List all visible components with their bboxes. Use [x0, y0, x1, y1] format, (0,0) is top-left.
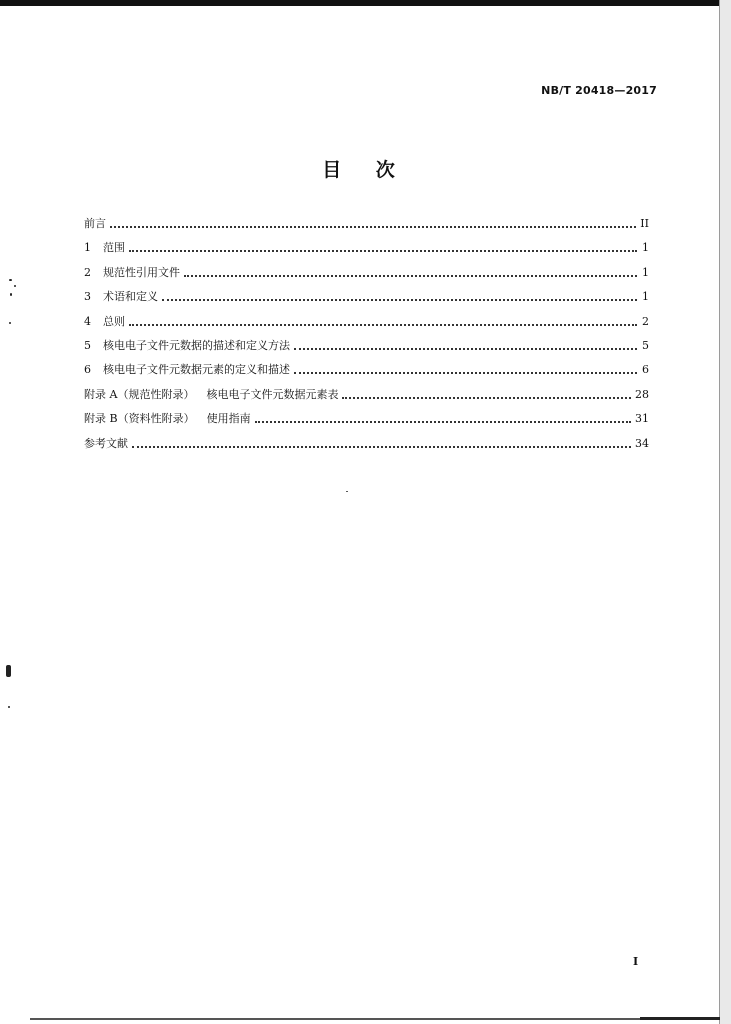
toc-row-appendix-a[interactable]: [84, 387, 649, 411]
toc-section-number: 2: [84, 265, 91, 279]
toc-page-number: 34: [635, 436, 649, 450]
toc-section-number: 5: [84, 338, 91, 352]
scan-bottom-border-right: [640, 1017, 720, 1020]
scan-speck: [346, 491, 348, 492]
scan-speck: [14, 285, 16, 287]
toc-leader: [129, 315, 637, 326]
scan-top-border: [0, 0, 722, 6]
scan-speck: [9, 279, 12, 281]
toc-leader: [184, 266, 637, 277]
toc-page-number: 1: [642, 290, 649, 304]
toc-appendix-label: 附录 A（规范性附录）: [84, 387, 195, 401]
toc-row-6[interactable]: [84, 362, 649, 386]
toc-leader: [129, 241, 637, 252]
toc-label: 范围: [103, 241, 125, 255]
toc-row-references[interactable]: [84, 436, 649, 460]
toc-row-4[interactable]: [84, 314, 649, 338]
toc-page-number: 5: [642, 338, 649, 352]
toc-leader: [294, 363, 637, 374]
toc-section-number: 4: [84, 314, 91, 328]
toc-row-appendix-b[interactable]: [84, 411, 649, 435]
scan-right-margin: [720, 0, 731, 1024]
toc-leader: [294, 339, 637, 350]
toc-leader: [110, 217, 636, 228]
standard-code: NB/T 20418—2017: [541, 84, 657, 97]
toc-label: 参考文献: [84, 436, 128, 450]
toc-leader: [342, 388, 631, 399]
scan-speck: [8, 706, 10, 708]
scan-speck: [10, 293, 12, 296]
toc-label: 总则: [103, 314, 125, 328]
toc-leader: [132, 437, 631, 448]
toc-row-1[interactable]: [84, 240, 649, 264]
toc-page-number: 31: [635, 412, 649, 426]
page-number: I: [633, 955, 639, 968]
toc-leader: [255, 412, 631, 423]
toc-section-number: 6: [84, 363, 91, 377]
toc-row-3[interactable]: [84, 289, 649, 313]
toc-row-foreword[interactable]: [84, 216, 649, 240]
toc-page-number: 1: [642, 265, 649, 279]
toc-appendix-label: 附录 B（资料性附录）: [84, 412, 195, 426]
toc-label: 前言: [84, 217, 106, 230]
scan-speck: [9, 322, 11, 324]
toc-label: 术语和定义: [103, 290, 158, 304]
toc-label: 核电电子文件元数据元素表: [206, 387, 339, 401]
toc-label: 规范性引用文件: [103, 265, 180, 279]
toc-leader: [162, 290, 637, 301]
toc-page-number: II: [640, 217, 649, 230]
toc-row-5[interactable]: [84, 338, 649, 362]
toc-section-number: 3: [84, 290, 91, 304]
toc-label: 核电电子文件元数据元素的定义和描述: [103, 363, 290, 377]
scan-speck: [6, 665, 11, 677]
toc-page-number: 2: [642, 314, 649, 328]
table-of-contents: [84, 216, 649, 460]
scan-bottom-border: [30, 1018, 640, 1020]
toc-page-number: 28: [635, 387, 649, 401]
toc-page-number: 6: [642, 363, 649, 377]
toc-row-2[interactable]: [84, 265, 649, 289]
page-title: 目 次: [322, 159, 409, 181]
toc-section-number: 1: [84, 241, 91, 255]
toc-label: 核电电子文件元数据的描述和定义方法: [103, 338, 290, 352]
toc-label: 使用指南: [206, 412, 251, 426]
toc-page-number: 1: [642, 241, 649, 255]
